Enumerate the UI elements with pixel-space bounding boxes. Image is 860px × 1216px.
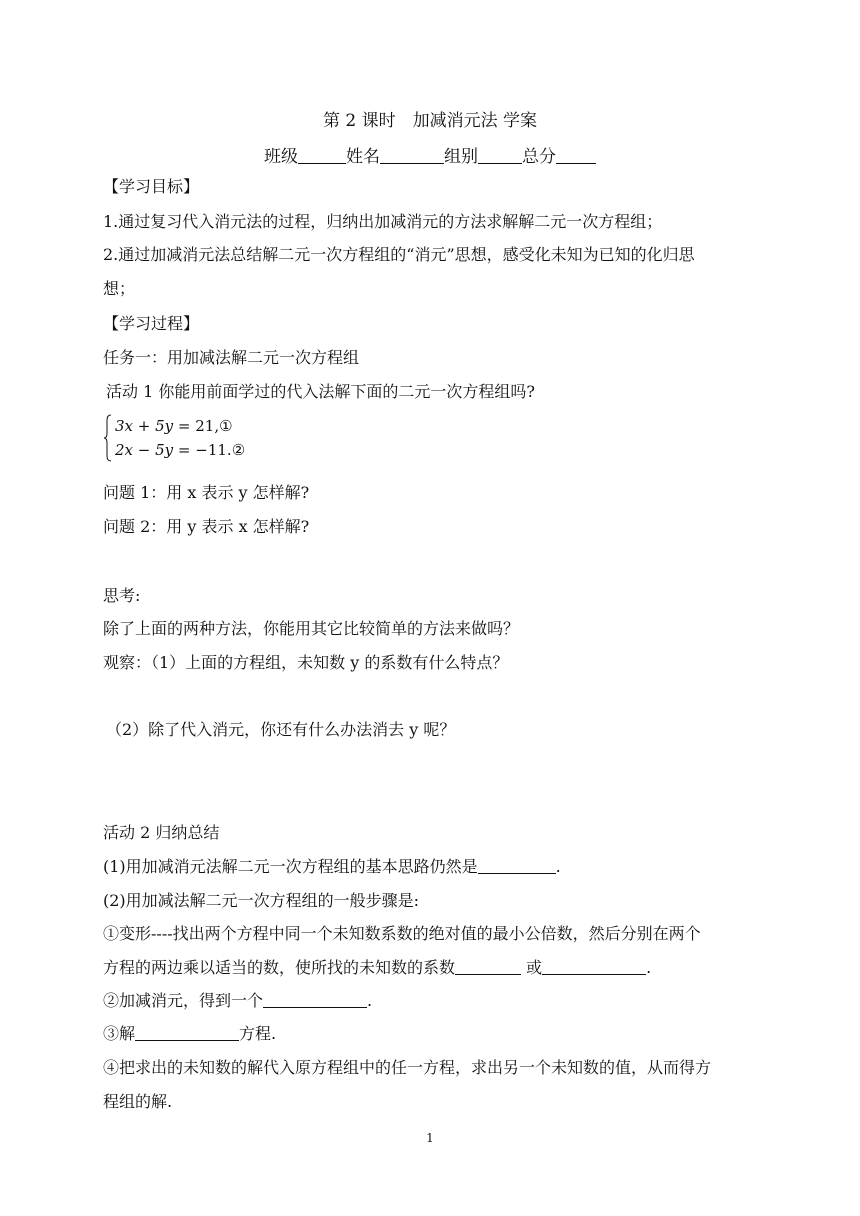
think-question: 除了上面的两种方法，你能用其它比较简单的方法来做吗？ xyxy=(103,619,520,638)
step-2-blank[interactable] xyxy=(263,991,367,1008)
name-label: 姓名 xyxy=(346,147,380,167)
class-label: 班级 xyxy=(264,147,298,167)
summary-2: (2)用加减法解二元一次方程组的一般步骤是: xyxy=(103,891,420,910)
step-2: ②加减消元，得到一个 . xyxy=(103,991,373,1010)
step-1-blank-a[interactable] xyxy=(455,958,521,975)
objectives-heading: 【学习目标】 xyxy=(103,177,200,196)
name-blank[interactable] xyxy=(380,147,444,164)
question-2: 问题 2：用 y 表示 x 怎样解? xyxy=(103,517,310,536)
page-title: 第 2 课时 加减消元法 学案 xyxy=(322,111,538,131)
equation-2: 2x − 5y = −11.② xyxy=(115,441,246,459)
class-blank[interactable] xyxy=(298,147,346,164)
equation-1: 3x + 5y = 21,① xyxy=(115,417,233,435)
step-1-cont: 方程的两边乘以适当的数，使所找的未知数的系数 或 . xyxy=(103,958,652,977)
task-1: 任务一：用加减法解二元一次方程组 xyxy=(103,348,360,367)
observe-2: （2）除了代入消元，你还有什么办法消去 y 呢？ xyxy=(106,720,456,739)
think-label: 思考: xyxy=(103,586,141,605)
objective-item-2-cont: 想； xyxy=(103,279,136,298)
step-3-blank[interactable] xyxy=(135,1024,239,1041)
step-1: ①变形----找出两个方程中同一个未知数系数的绝对值的最小公倍数，然后分别在两个 xyxy=(103,924,701,943)
activity-2: 活动 2 归纳总结 xyxy=(103,823,220,842)
group-label: 组别 xyxy=(444,147,478,167)
step-4: ④把求出的未知数的解代入原方程组中的任一方程，求出另一个未知数的值，从而得方 xyxy=(103,1058,712,1077)
page-number: 1 xyxy=(426,1131,434,1145)
step-4-cont: 程组的解. xyxy=(103,1092,173,1111)
student-info-line xyxy=(0,146,860,168)
observe-1: 观察：（1）上面的方程组，未知数 y 的系数有什么特点？ xyxy=(103,653,509,672)
summary-1-blank[interactable] xyxy=(478,857,556,874)
equation-system-brace xyxy=(103,414,112,462)
score-label: 总分 xyxy=(522,147,556,167)
objective-item-2: 2.通过加减消元法总结解二元一次方程组的“消元”思想，感受化未知为已知的化归思 xyxy=(103,245,695,264)
score-blank[interactable] xyxy=(556,147,596,164)
step-1-blank-b[interactable] xyxy=(542,958,646,975)
group-blank[interactable] xyxy=(478,147,522,164)
summary-1: (1)用加减消元法解二元一次方程组的基本思路仍然是 . xyxy=(103,857,561,876)
question-1: 问题 1：用 x 表示 y 怎样解? xyxy=(103,483,310,502)
step-3: ③解 方程. xyxy=(103,1024,277,1043)
activity-1: 活动 1 你能用前面学过的代入法解下面的二元一次方程组吗? xyxy=(106,382,535,401)
process-heading: 【学习过程】 xyxy=(103,314,200,333)
objective-item-1: 1.通过复习代入消元法的过程，归纳出加减消元的方法求解解二元一次方程组； xyxy=(103,212,663,231)
